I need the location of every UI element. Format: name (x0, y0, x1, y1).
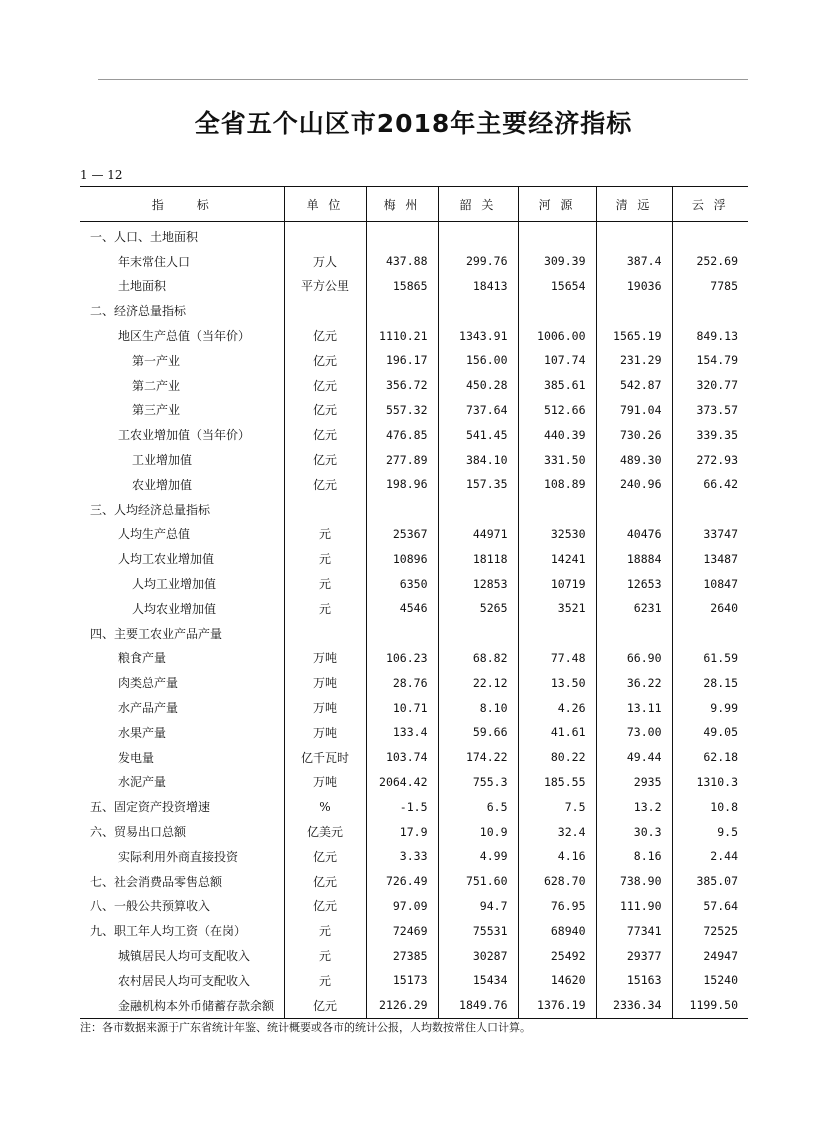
value-cell (518, 497, 596, 522)
value-cell: 10.8 (672, 794, 748, 819)
row-unit: 亿千瓦时 (284, 745, 366, 770)
value-cell: 755.3 (438, 770, 518, 795)
table-row (80, 422, 748, 447)
row-label: 八、一般公共预算收入 (90, 899, 211, 914)
row-label: 二、经济总量指标 (90, 304, 187, 319)
header-indicator: 指 标 (80, 187, 284, 222)
value-cell: 68940 (518, 918, 596, 943)
table-row (80, 869, 748, 894)
table-body (80, 222, 748, 1019)
row-label: 五、固定资产投资增速 (90, 800, 211, 815)
value-cell: 13487 (672, 546, 748, 571)
table-row (80, 720, 748, 745)
value-cell (518, 298, 596, 323)
table-row (80, 894, 748, 919)
value-cell (672, 497, 748, 522)
value-cell: 59.66 (438, 720, 518, 745)
value-cell (438, 298, 518, 323)
value-cell: 18413 (438, 274, 518, 299)
value-cell: 1199.50 (672, 993, 748, 1018)
indicator-table (80, 186, 748, 1019)
value-cell (366, 298, 438, 323)
value-cell (366, 497, 438, 522)
row-unit: 亿元 (284, 323, 366, 348)
row-unit: 元 (284, 968, 366, 993)
value-cell: 6350 (366, 571, 438, 596)
value-cell: 41.61 (518, 720, 596, 745)
value-cell: 737.64 (438, 398, 518, 423)
value-cell: 25492 (518, 943, 596, 968)
table-row (80, 472, 748, 497)
value-cell: 77341 (596, 918, 672, 943)
value-cell: 628.70 (518, 869, 596, 894)
value-cell: 4546 (366, 596, 438, 621)
value-cell: -1.5 (366, 794, 438, 819)
row-label: 地区生产总值（当年价） (118, 329, 251, 344)
row-label: 人均生产总值 (118, 527, 191, 542)
value-cell: 356.72 (366, 373, 438, 398)
value-cell: 1006.00 (518, 323, 596, 348)
value-cell: 29377 (596, 943, 672, 968)
value-cell: 32.4 (518, 819, 596, 844)
value-cell: 791.04 (596, 398, 672, 423)
value-cell: 103.74 (366, 745, 438, 770)
value-cell: 10847 (672, 571, 748, 596)
table-row (80, 670, 748, 695)
value-cell: 15240 (672, 968, 748, 993)
row-unit: 元 (284, 546, 366, 571)
value-cell: 22.12 (438, 670, 518, 695)
value-cell: 14620 (518, 968, 596, 993)
value-cell: 40476 (596, 522, 672, 547)
value-cell: 2336.34 (596, 993, 672, 1018)
value-cell: 10896 (366, 546, 438, 571)
value-cell: 33747 (672, 522, 748, 547)
value-cell (438, 621, 518, 646)
value-cell: 15654 (518, 274, 596, 299)
value-cell: 385.07 (672, 869, 748, 894)
value-cell: 252.69 (672, 249, 748, 274)
value-cell: 111.90 (596, 894, 672, 919)
value-cell: 5265 (438, 596, 518, 621)
value-cell: 44971 (438, 522, 518, 547)
value-cell: 1343.91 (438, 323, 518, 348)
row-unit: % (284, 794, 366, 819)
header-city: 云 浮 (672, 187, 748, 222)
row-unit: 亿元 (284, 894, 366, 919)
row-unit: 亿元 (284, 993, 366, 1018)
value-cell: 726.49 (366, 869, 438, 894)
row-label: 水产品产量 (118, 701, 179, 716)
value-cell (518, 222, 596, 249)
value-cell: 339.35 (672, 422, 748, 447)
table-row (80, 497, 748, 522)
value-cell: 2126.29 (366, 993, 438, 1018)
table-row (80, 770, 748, 795)
value-cell: 15865 (366, 274, 438, 299)
value-cell: 10719 (518, 571, 596, 596)
row-unit (284, 222, 366, 249)
value-cell: 476.85 (366, 422, 438, 447)
value-cell: 72469 (366, 918, 438, 943)
value-cell: 2064.42 (366, 770, 438, 795)
value-cell: 30.3 (596, 819, 672, 844)
value-cell: 97.09 (366, 894, 438, 919)
value-cell: 751.60 (438, 869, 518, 894)
top-rule (98, 79, 748, 80)
value-cell (438, 497, 518, 522)
table-row (80, 943, 748, 968)
value-cell: 14241 (518, 546, 596, 571)
header-row (80, 187, 748, 222)
value-cell: 107.74 (518, 348, 596, 373)
table-row (80, 522, 748, 547)
value-cell: 94.7 (438, 894, 518, 919)
value-cell: 299.76 (438, 249, 518, 274)
value-cell: 2935 (596, 770, 672, 795)
value-cell: 10.71 (366, 695, 438, 720)
value-cell: 231.29 (596, 348, 672, 373)
value-cell: 10.9 (438, 819, 518, 844)
value-cell: 277.89 (366, 447, 438, 472)
value-cell: 6231 (596, 596, 672, 621)
value-cell: 512.66 (518, 398, 596, 423)
table-row (80, 571, 748, 596)
row-label: 城镇居民人均可支配收入 (118, 949, 251, 963)
value-cell: 1565.19 (596, 323, 672, 348)
value-cell: 15163 (596, 968, 672, 993)
row-unit: 万人 (284, 249, 366, 274)
value-cell (672, 621, 748, 646)
table-row (80, 819, 748, 844)
value-cell: 30287 (438, 943, 518, 968)
row-unit: 亿元 (284, 844, 366, 869)
row-unit: 亿元 (284, 398, 366, 423)
value-cell: 8.10 (438, 695, 518, 720)
value-cell: 2640 (672, 596, 748, 621)
value-cell: 18884 (596, 546, 672, 571)
value-cell (596, 298, 672, 323)
value-cell (518, 621, 596, 646)
value-cell (596, 222, 672, 249)
value-cell: 15434 (438, 968, 518, 993)
row-unit: 元 (284, 571, 366, 596)
row-unit: 元 (284, 522, 366, 547)
value-cell: 3521 (518, 596, 596, 621)
row-label: 水泥产量 (118, 775, 167, 790)
value-cell (366, 621, 438, 646)
value-cell: 62.18 (672, 745, 748, 770)
value-cell: 1310.3 (672, 770, 748, 795)
value-cell: 75531 (438, 918, 518, 943)
value-cell: 2.44 (672, 844, 748, 869)
value-cell: 557.32 (366, 398, 438, 423)
value-cell: 61.59 (672, 646, 748, 671)
row-unit: 亿元 (284, 422, 366, 447)
value-cell: 57.64 (672, 894, 748, 919)
value-cell: 331.50 (518, 447, 596, 472)
value-cell: 8.16 (596, 844, 672, 869)
table-row (80, 646, 748, 671)
value-cell: 4.16 (518, 844, 596, 869)
value-cell: 17.9 (366, 819, 438, 844)
footnote: 注：各市数据来源于广东省统计年鉴、统计概要或各市的统计公报，人均数按常住人口计算。 (80, 1021, 531, 1034)
table-row (80, 621, 748, 646)
table-row (80, 745, 748, 770)
page-title: 全省五个山区市2018年主要经济指标 (194, 109, 633, 138)
header-city: 河 源 (518, 187, 596, 222)
value-cell: 13.11 (596, 695, 672, 720)
value-cell: 384.10 (438, 447, 518, 472)
row-label: 人均农业增加值 (132, 601, 217, 616)
value-cell: 4.26 (518, 695, 596, 720)
value-cell: 4.99 (438, 844, 518, 869)
value-cell: 68.82 (438, 646, 518, 671)
value-cell: 19036 (596, 274, 672, 299)
value-cell: 185.55 (518, 770, 596, 795)
row-label: 六、贸易出口总额 (90, 825, 187, 840)
value-cell: 24947 (672, 943, 748, 968)
value-cell (366, 222, 438, 249)
table-row (80, 348, 748, 373)
value-cell: 12653 (596, 571, 672, 596)
value-cell: 730.26 (596, 422, 672, 447)
row-unit: 元 (284, 596, 366, 621)
table-row (80, 918, 748, 943)
table-row (80, 249, 748, 274)
value-cell: 28.76 (366, 670, 438, 695)
row-label: 工业增加值 (132, 453, 193, 468)
value-cell (596, 497, 672, 522)
value-cell: 738.90 (596, 869, 672, 894)
value-cell: 542.87 (596, 373, 672, 398)
row-label: 四、主要工农业产品产量 (90, 626, 223, 641)
table-row (80, 274, 748, 299)
row-unit: 元 (284, 943, 366, 968)
row-label: 人均工农业增加值 (118, 552, 215, 567)
table-row (80, 794, 748, 819)
row-unit: 亿元 (284, 447, 366, 472)
row-label: 粮食产量 (118, 651, 167, 666)
row-unit: 元 (284, 918, 366, 943)
row-label: 七、社会消费品零售总额 (90, 874, 223, 889)
row-unit: 亿元 (284, 373, 366, 398)
value-cell: 13.2 (596, 794, 672, 819)
value-cell: 73.00 (596, 720, 672, 745)
row-label: 发电量 (118, 750, 155, 765)
value-cell: 174.22 (438, 745, 518, 770)
value-cell: 18118 (438, 546, 518, 571)
value-cell: 66.90 (596, 646, 672, 671)
value-cell: 36.22 (596, 670, 672, 695)
value-cell: 387.4 (596, 249, 672, 274)
row-label: 年末常住人口 (118, 254, 191, 269)
value-cell: 25367 (366, 522, 438, 547)
row-unit: 万吨 (284, 646, 366, 671)
row-label: 实际利用外商直接投资 (118, 849, 239, 864)
row-unit: 亿元 (284, 472, 366, 497)
row-label: 肉类总产量 (118, 676, 179, 691)
row-unit: 亿元 (284, 348, 366, 373)
row-label: 第二产业 (132, 378, 181, 393)
value-cell: 32530 (518, 522, 596, 547)
row-label: 九、职工年人均工资（在岗） (90, 924, 247, 939)
table-row (80, 844, 748, 869)
header-city: 清 远 (596, 187, 672, 222)
row-unit (284, 497, 366, 522)
value-cell: 541.45 (438, 422, 518, 447)
table-row (80, 398, 748, 423)
row-unit: 万吨 (284, 720, 366, 745)
value-cell: 198.96 (366, 472, 438, 497)
value-cell: 309.39 (518, 249, 596, 274)
value-cell: 7785 (672, 274, 748, 299)
row-label: 三、人均经济总量指标 (90, 502, 211, 517)
table-row (80, 447, 748, 472)
row-unit: 平方公里 (284, 274, 366, 299)
row-unit: 亿元 (284, 869, 366, 894)
value-cell: 106.23 (366, 646, 438, 671)
header-city: 韶 关 (438, 187, 518, 222)
value-cell: 1849.76 (438, 993, 518, 1018)
row-label: 金融机构本外币储蓄存款余额 (80, 993, 284, 1018)
value-cell (672, 222, 748, 249)
value-cell: 450.28 (438, 373, 518, 398)
value-cell: 77.48 (518, 646, 596, 671)
value-cell: 7.5 (518, 794, 596, 819)
row-label: 农村居民人均可支配收入 (118, 973, 251, 988)
row-unit (284, 298, 366, 323)
value-cell: 108.89 (518, 472, 596, 497)
table-row (80, 993, 748, 1018)
value-cell: 385.61 (518, 373, 596, 398)
value-cell: 27385 (366, 943, 438, 968)
value-cell: 157.35 (438, 472, 518, 497)
table-row (80, 323, 748, 348)
value-cell: 373.57 (672, 398, 748, 423)
value-cell: 240.96 (596, 472, 672, 497)
value-cell: 1110.21 (366, 323, 438, 348)
row-label: 一、人口、土地面积 (90, 229, 199, 244)
value-cell: 1376.19 (518, 993, 596, 1018)
row-label: 土地面积 (118, 279, 167, 294)
value-cell (672, 298, 748, 323)
value-cell: 196.17 (366, 348, 438, 373)
table-row (80, 298, 748, 323)
value-cell (438, 222, 518, 249)
header-city: 梅 州 (366, 187, 438, 222)
value-cell: 133.4 (366, 720, 438, 745)
value-cell: 12853 (438, 571, 518, 596)
value-cell: 49.05 (672, 720, 748, 745)
row-label: 工农业增加值（当年价） (118, 428, 251, 443)
value-cell: 6.5 (438, 794, 518, 819)
value-cell: 320.77 (672, 373, 748, 398)
row-label: 第一产业 (132, 353, 181, 368)
header-unit: 单 位 (284, 187, 366, 222)
row-unit: 万吨 (284, 770, 366, 795)
value-cell: 849.13 (672, 323, 748, 348)
row-unit: 亿美元 (284, 819, 366, 844)
value-cell: 66.42 (672, 472, 748, 497)
value-cell: 49.44 (596, 745, 672, 770)
row-unit (284, 621, 366, 646)
value-cell: 154.79 (672, 348, 748, 373)
row-unit: 万吨 (284, 695, 366, 720)
table-code: 1 — 12 (80, 168, 123, 182)
value-cell: 489.30 (596, 447, 672, 472)
value-cell: 437.88 (366, 249, 438, 274)
table-row (80, 968, 748, 993)
table-row (80, 596, 748, 621)
value-cell: 15173 (366, 968, 438, 993)
value-cell: 9.5 (672, 819, 748, 844)
value-cell: 156.00 (438, 348, 518, 373)
table-row (80, 546, 748, 571)
value-cell: 9.99 (672, 695, 748, 720)
row-label: 水果产量 (118, 725, 167, 740)
row-label: 第三产业 (132, 403, 181, 418)
table-row (80, 373, 748, 398)
value-cell (596, 621, 672, 646)
value-cell: 3.33 (366, 844, 438, 869)
value-cell: 28.15 (672, 670, 748, 695)
value-cell: 76.95 (518, 894, 596, 919)
value-cell: 80.22 (518, 745, 596, 770)
table-row (80, 695, 748, 720)
row-label: 农业增加值 (132, 477, 193, 492)
row-label: 人均工业增加值 (132, 577, 217, 592)
value-cell: 13.50 (518, 670, 596, 695)
row-unit: 万吨 (284, 670, 366, 695)
value-cell: 72525 (672, 918, 748, 943)
value-cell: 272.93 (672, 447, 748, 472)
table-row (80, 222, 748, 249)
value-cell: 440.39 (518, 422, 596, 447)
